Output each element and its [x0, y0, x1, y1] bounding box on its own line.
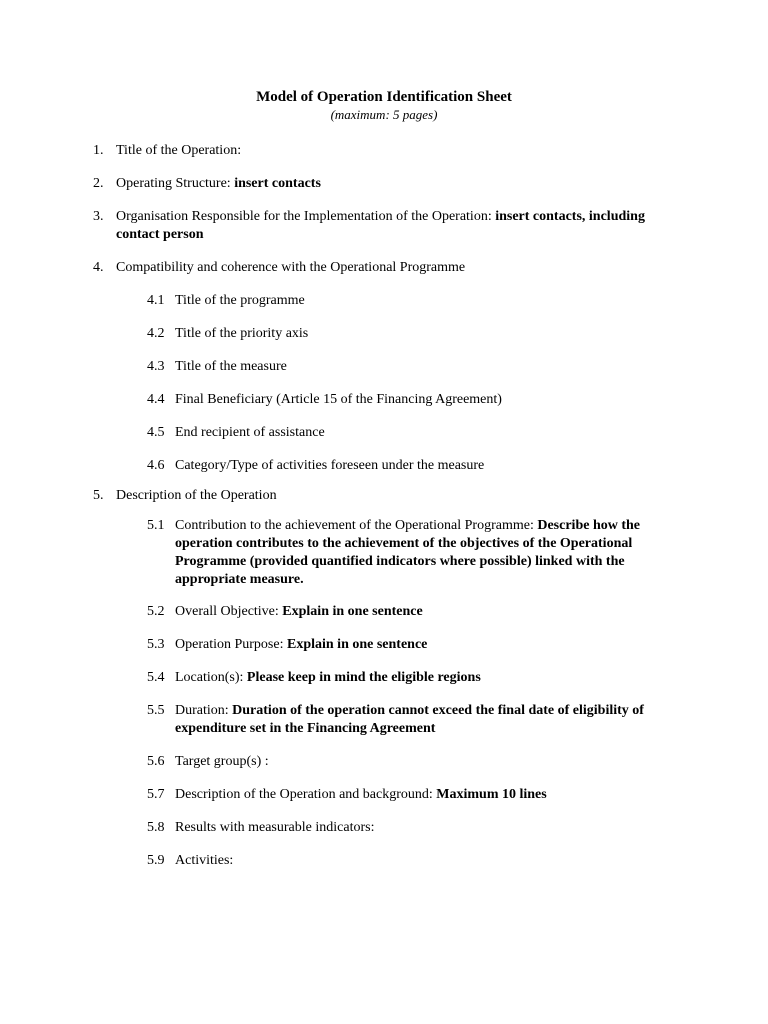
document-subtitle: (maximum: 5 pages) — [330, 107, 438, 122]
sub-item-number: 4.2 — [147, 326, 165, 341]
sub-list-item — [147, 457, 667, 475]
document-title: Model of Operation Identification Sheet — [256, 89, 512, 105]
sub-item-text: Results with measurable indicators: — [175, 820, 375, 835]
sub-item-bold-text: Duration of the operation cannot exceed the final date of eligibility of expenditure set in the Financing Agreement — [175, 703, 644, 736]
sub-item-number: 5.3 — [147, 637, 165, 652]
sub-item-number: 5.8 — [147, 820, 165, 835]
sub-list-item — [147, 424, 667, 442]
sub-list-item — [147, 702, 667, 738]
sub-item-number: 5.4 — [147, 670, 165, 685]
sub-item-text: Description of the Operation and background: — [175, 787, 437, 802]
sub-list-item — [147, 603, 667, 621]
sub-item-number: 4.5 — [147, 425, 165, 440]
sub-list-item — [147, 786, 667, 804]
sub-item-number: 5.2 — [147, 604, 165, 619]
sub-item-text: End recipient of assistance — [175, 425, 325, 440]
item-number: 2. — [93, 176, 104, 191]
sub-item-text: Title of the programme — [175, 293, 305, 308]
item-text: Title of the Operation: — [116, 143, 242, 158]
sub-item-number: 4.4 — [147, 392, 165, 407]
sub-list-item — [147, 753, 667, 771]
sub-list-item — [147, 358, 667, 376]
sub-list-item — [147, 292, 667, 310]
sub-item-text: Duration: — [175, 703, 233, 718]
item-text: Operating Structure: — [116, 176, 235, 191]
sub-item-number: 5.6 — [147, 754, 165, 769]
item-bold-text: insert contacts — [234, 176, 321, 191]
item-number: 1. — [93, 143, 104, 158]
sub-item-number: 4.1 — [147, 293, 165, 308]
list-item — [93, 208, 683, 244]
sub-item-number: 5.7 — [147, 787, 165, 802]
sub-item-bold-text: Explain in one sentence — [286, 637, 428, 652]
sub-item-number: 5.1 — [147, 518, 165, 533]
sub-item-text: Title of the measure — [175, 359, 287, 374]
sub-list-item — [147, 819, 667, 837]
sub-item-number: 5.5 — [147, 703, 165, 718]
item-number: 4. — [93, 260, 104, 275]
sub-item-text: Final Beneficiary (Article 15 of the Financing Agreement) — [175, 392, 502, 407]
sub-item-bold-text: Maximum 10 lines — [436, 787, 547, 802]
item-bold-text: insert contacts, including contact person — [116, 209, 645, 242]
sub-item-number: 5.9 — [147, 853, 165, 868]
list-item — [93, 259, 683, 277]
item-text: Organisation Responsible for the Implementation of the Operation: — [116, 209, 496, 224]
sub-item-bold-text: Describe how the operation contributes to the achievement of the objectives of the Operational Programme (provided quantified indicators where possible) linked with the appropriate measure. — [175, 518, 641, 587]
sub-item-bold-text: Explain in one sentence — [282, 604, 423, 619]
item-number: 5. — [93, 488, 104, 503]
sub-item-text: Target group(s) : — [175, 754, 269, 769]
sub-item-text: Activities: — [175, 853, 234, 868]
sub-item-text: Contribution to the achievement of the Operational Programme: — [175, 518, 538, 533]
sub-item-text: Location(s): — [175, 670, 247, 685]
list-item — [93, 487, 683, 505]
sub-item-number: 4.6 — [147, 458, 165, 473]
sub-item-number: 4.3 — [147, 359, 165, 374]
sub-list-item — [147, 325, 667, 343]
sub-list-item — [147, 391, 667, 409]
sub-list-item — [147, 669, 667, 687]
sub-item-bold-text: Please keep in mind the eligible regions — [246, 670, 481, 685]
sub-list-item — [147, 517, 667, 589]
sub-item-text: Title of the priority axis — [175, 326, 309, 341]
item-text: Description of the Operation — [116, 488, 277, 503]
sub-item-text: Operation Purpose: — [175, 637, 287, 652]
item-number: 3. — [93, 209, 104, 224]
sub-list-item — [147, 852, 667, 870]
sub-item-text: Overall Objective: — [175, 604, 283, 619]
list-item — [93, 175, 683, 193]
item-text: Compatibility and coherence with the Operational Programme — [116, 260, 466, 275]
sub-list-item — [147, 636, 667, 654]
list-item — [93, 142, 683, 160]
sub-item-text: Category/Type of activities foreseen under the measure — [175, 458, 485, 473]
